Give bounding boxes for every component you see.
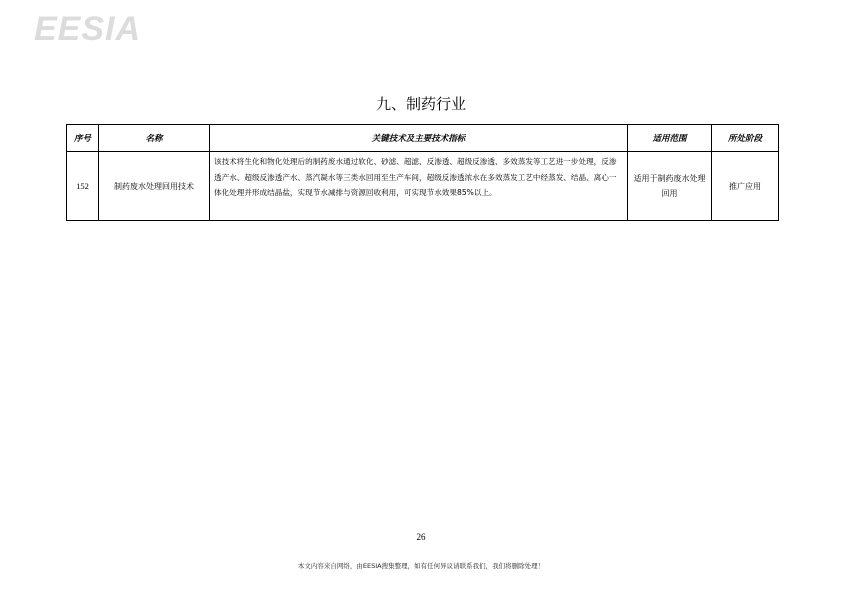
technology-table xyxy=(66,124,779,221)
page-number: 26 xyxy=(416,532,426,542)
header-stage: 所处阶段 xyxy=(712,125,779,152)
cell-name: 制药废水处理回用技术 xyxy=(99,152,210,221)
header-serial-number: 序号 xyxy=(67,125,99,152)
header-name: 名称 xyxy=(99,125,210,152)
header-key-technology: 关键技术及主要技术指标 xyxy=(210,125,628,152)
header-scope: 适用范围 xyxy=(628,125,712,152)
table-row xyxy=(67,152,779,221)
cell-stage: 推广应用 xyxy=(712,152,779,221)
section-title: 九、制药行业 xyxy=(375,95,466,113)
cell-scope: 适用于制药废水处理回用 xyxy=(628,152,712,221)
eesia-logo: EESIA xyxy=(34,10,142,48)
cell-serial-number: 152 xyxy=(67,152,99,221)
footer-disclaimer: 本文内容来自网络，由EESIA搜集整理，如有任何异议请联系我们，我们将删除处理！ xyxy=(297,562,545,570)
table-header-row xyxy=(67,125,779,152)
cell-description: 该技术将生化和物化处理后的制药废水通过软化、砂滤、超滤、反渗透、超级反渗透、多效蒸发等工艺进一步处理，反渗透产水、超级反渗透产水、蒸汽凝水等三类水回用至生产车间，超级反渗透浓水在多效蒸发工艺中经蒸发、结晶、离心一体化处理并形成结晶盐，实现节水减排与资源回收利用，可实现节水效果85%以上。 xyxy=(210,152,628,221)
